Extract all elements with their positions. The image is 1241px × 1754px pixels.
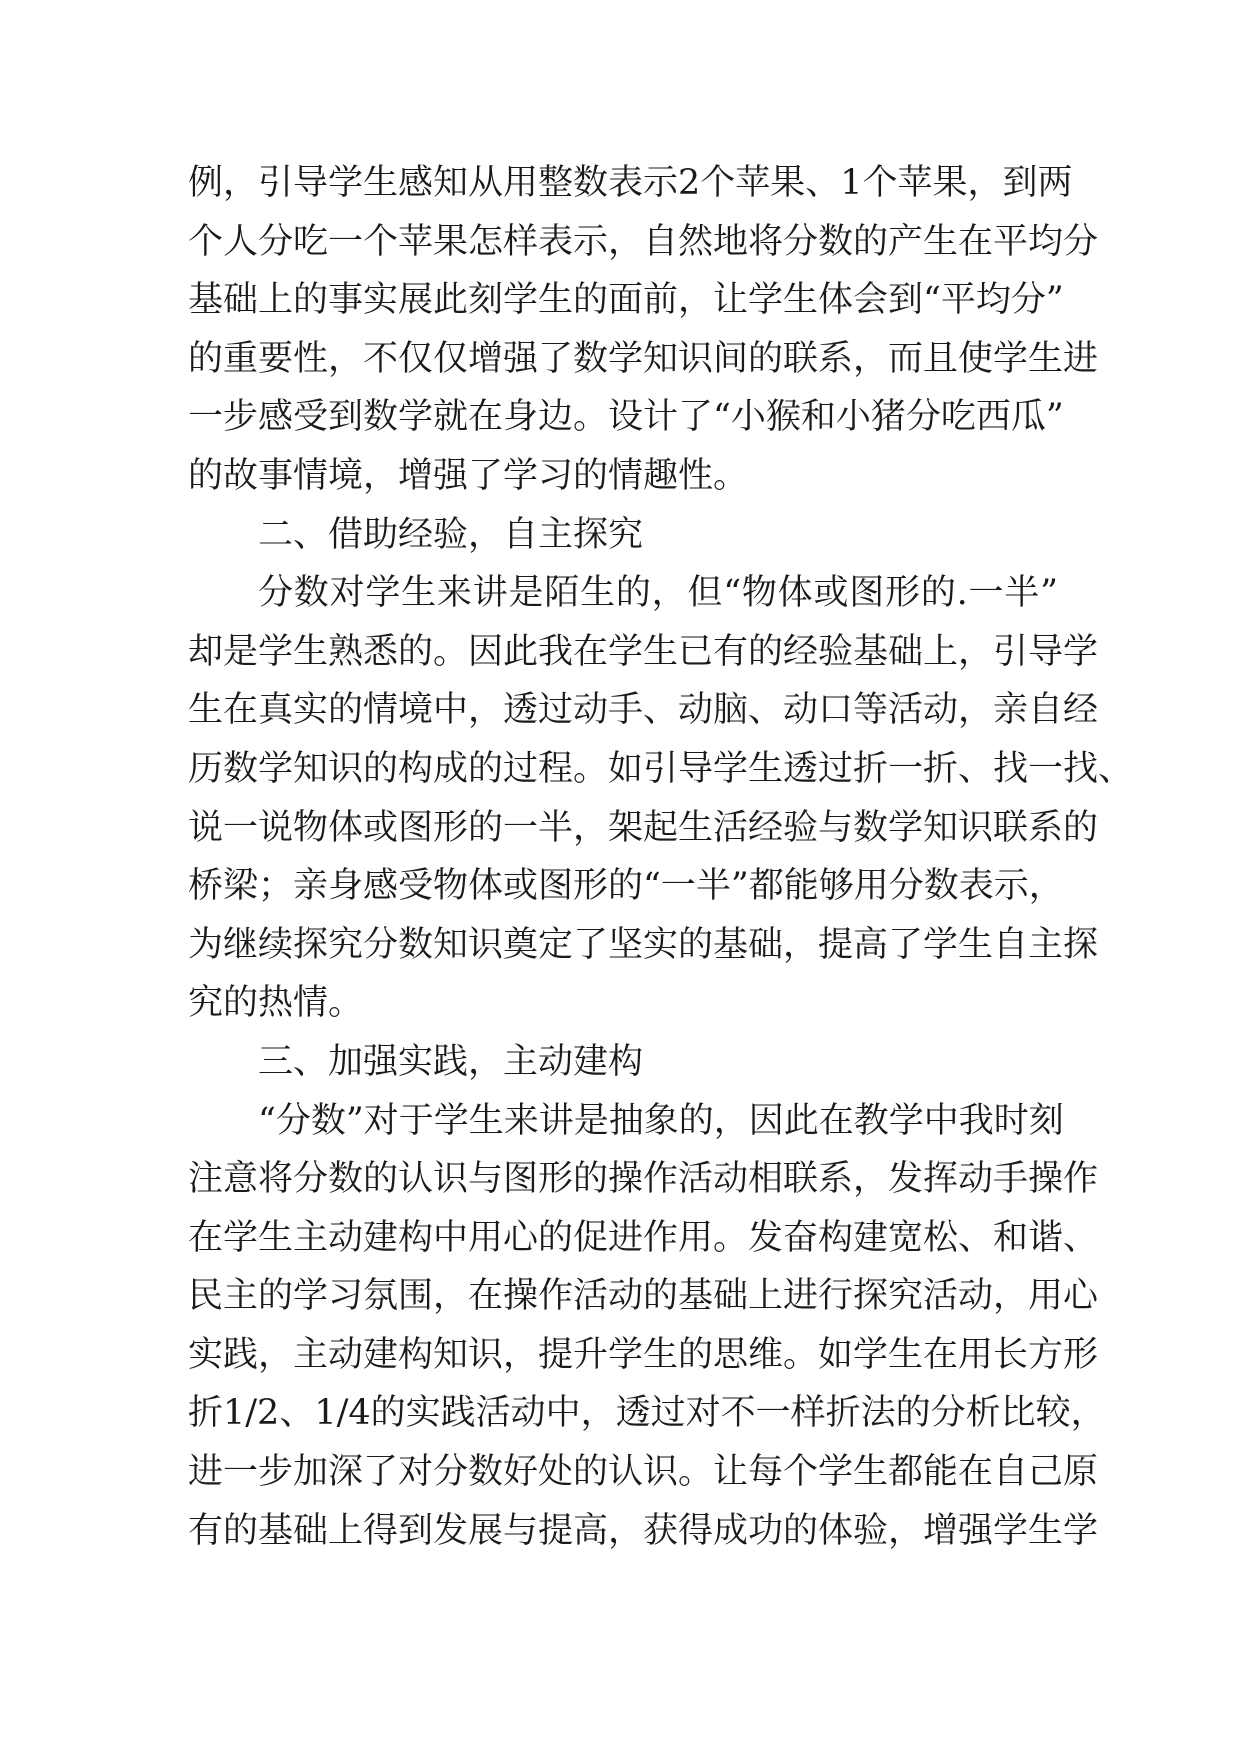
body-text [188,154,1134,1560]
text-line: 桥梁；亲身感受物体或图形的“一半”都能够用分数表示， [188,866,1064,907]
text-line: 一步感受到数学就在身边。设计了“小猴和小猪分吃西瓜” [188,397,1064,438]
text-line: 为继续探究分数知识奠定了坚实的基础，提高了学生自主探 [188,924,1099,965]
text-line: 实践，主动建构知识，提升学生的思维。如学生在用长方形 [188,1334,1099,1375]
text-line: 分数对学生来讲是陌生的，但“物体或图形的.一半” [258,573,1058,614]
text-line: 民主的学习氛围，在操作活动的基础上进行探究活动，用心 [188,1276,1099,1317]
text-line: 历数学知识的构成的过程。如引导学生透过折一折、找一找、 [188,748,1134,789]
text-line: 注意将分数的认识与图形的操作活动相联系，发挥动手操作 [188,1159,1099,1200]
text-line: 有的基础上得到发展与提高，获得成功的体验，增强学生学 [188,1510,1099,1551]
text-line: 例，引导学生感知从用整数表示2个苹果、1个苹果，到两 [188,163,1073,203]
text-line: 的重要性，不仅仅增强了数学知识间的联系，而且使学生进 [188,338,1099,379]
text-line: 在学生主动建构中用心的促进作用。发奋构建宽松、和谐、 [188,1217,1099,1258]
text-line: “分数”对于学生来讲是抽象的，因此在教学中我时刻 [258,1100,1064,1141]
text-line: 却是学生熟悉的。因此我在学生已有的经验基础上，引导学 [188,631,1099,672]
text-line: 折1/2、1/4的实践活动中，透过对不一样折法的分析比较， [188,1393,1106,1434]
text-line: 个人分吃一个苹果怎样表示，自然地将分数的产生在平均分 [188,221,1099,262]
text-line: 的故事情境，增强了学习的情趣性。 [188,455,749,496]
section-heading: 三、加强实践，主动建构 [258,1041,644,1082]
text-line: 说一说物体或图形的一半，架起生活经验与数学知识联系的 [188,807,1099,848]
text-line: 进一步加深了对分数好处的认识。让每个学生都能在自己原 [188,1452,1099,1493]
section-heading: 二、借助经验，自主探究 [258,514,644,555]
text-line: 生在真实的情境中，透过动手、动脑、动口等活动，亲自经 [188,690,1099,731]
text-line: 究的热情。 [188,983,364,1024]
text-line: 基础上的事实展此刻学生的面前，让学生体会到“平均分” [188,280,1064,321]
